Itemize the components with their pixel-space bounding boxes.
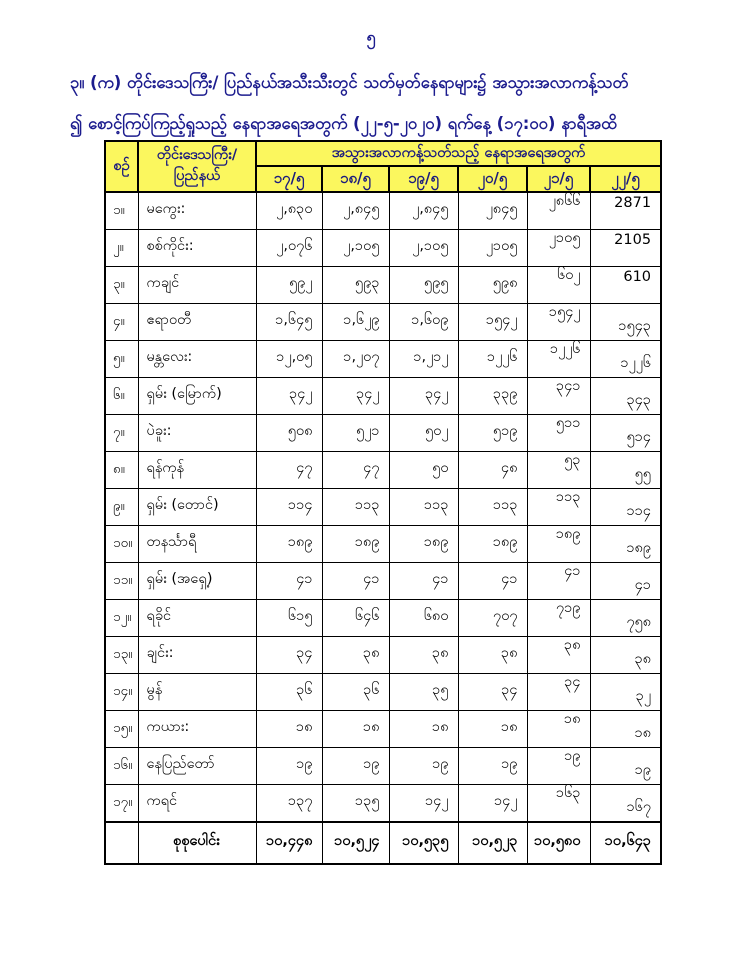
- count-cell: [458, 303, 527, 340]
- count-value: ၄၇: [296, 460, 313, 477]
- table-row: [105, 488, 661, 525]
- count-cell: [256, 747, 322, 784]
- count-value: ၁၆၃: [556, 785, 581, 802]
- count-value: ၃၃၉: [493, 386, 518, 403]
- count-cell: [389, 636, 458, 673]
- count-cell: [590, 525, 661, 562]
- count-cell: [389, 525, 458, 562]
- count-value: ၅၀၈: [287, 423, 313, 440]
- col-header-date-3: ၁၉/၅: [389, 166, 458, 192]
- col-header-serial: စဉ်: [105, 141, 138, 192]
- count-cell: [527, 525, 590, 562]
- count-value: ၁၈: [432, 719, 449, 736]
- count-cell: [389, 340, 458, 377]
- count-value: ၁၁၃: [556, 489, 581, 506]
- count-cell: [322, 673, 389, 710]
- count-cell: [256, 192, 322, 230]
- count-value: ၁,၂၀၇: [343, 349, 380, 366]
- row-serial: ၇။: [105, 414, 138, 451]
- row-serial: ၁။: [105, 192, 138, 230]
- count-value: ၁၀,၅၃၅: [402, 833, 449, 850]
- count-cell: [322, 747, 389, 784]
- count-value: ၆၈၀: [423, 608, 449, 625]
- count-cell: [527, 673, 590, 710]
- count-cell: [458, 710, 527, 747]
- count-value: ၁၁၄: [288, 497, 313, 514]
- count-value: ၁၉: [634, 762, 652, 779]
- count-cell: [590, 377, 661, 414]
- table-row: [105, 784, 661, 822]
- count-value: ၁၄၂: [494, 793, 518, 810]
- total-label: စုစုပေါင်း: [138, 822, 256, 864]
- count-value: ၁၈: [564, 711, 581, 728]
- count-cell: [458, 229, 527, 266]
- count-cell: [590, 303, 661, 340]
- count-cell: [389, 710, 458, 747]
- count-cell: [322, 266, 389, 303]
- region-name: မွန်: [138, 673, 256, 710]
- row-serial: ၁၇။: [105, 784, 138, 822]
- count-cell: [458, 747, 527, 784]
- count-value: ၁၀,၄၄၈: [266, 833, 313, 850]
- count-value: ၃၄၂: [356, 386, 380, 403]
- count-cell: [527, 784, 590, 822]
- count-value: ၅၁၁: [556, 415, 581, 432]
- count-cell: [322, 636, 389, 673]
- count-cell: [458, 414, 527, 451]
- count-cell: [590, 192, 661, 230]
- count-cell: [256, 488, 322, 525]
- restricted-places-table-wrap: [104, 140, 662, 865]
- col-header-date-6: ၂၂/၅: [590, 166, 661, 192]
- table-row: [105, 377, 661, 414]
- count-cell: [590, 451, 661, 488]
- count-value: ၃၈: [501, 645, 518, 662]
- region-name: ဧရာဝတီ: [138, 303, 256, 340]
- count-value: ၁၉: [363, 756, 380, 773]
- count-value: ၁၀,၅၂၄: [334, 833, 380, 850]
- region-name: ရှမ်း (တောင်): [138, 488, 256, 525]
- count-value: ၃၄: [564, 674, 581, 691]
- total-row-empty-cell: [105, 822, 138, 864]
- total-count-cell: [256, 822, 322, 864]
- count-value: ၁၈၉: [354, 534, 380, 551]
- section-title: [70, 62, 676, 144]
- region-name: စစ်ကိုင်း:: [138, 229, 256, 266]
- count-cell: [527, 266, 590, 303]
- count-cell: [322, 599, 389, 636]
- region-name: မကွေး:: [138, 192, 256, 230]
- count-cell: [256, 562, 322, 599]
- count-value: ၅၀၂: [425, 423, 449, 440]
- count-cell: [256, 673, 322, 710]
- count-cell: [256, 340, 322, 377]
- count-value: ၅၃: [564, 452, 581, 469]
- count-value: ၁၈: [634, 725, 652, 742]
- count-value: ၃၄၁: [556, 378, 581, 395]
- region-name: ချင်း:: [138, 636, 256, 673]
- count-value: ၄၁: [634, 577, 652, 594]
- region-name: ကယား:: [138, 710, 256, 747]
- count-value: ၃၈: [564, 637, 581, 654]
- row-serial: ၁၀။: [105, 525, 138, 562]
- count-cell: [322, 562, 389, 599]
- count-value: ၅၉၂: [289, 275, 313, 292]
- count-value: ၄၇: [363, 460, 380, 477]
- count-cell: [527, 562, 590, 599]
- table-row: [105, 525, 661, 562]
- count-cell: [458, 525, 527, 562]
- count-cell: [590, 266, 661, 303]
- count-value: ၆၁၅: [288, 608, 313, 625]
- count-cell: [527, 229, 590, 266]
- count-cell: [256, 710, 322, 747]
- count-cell: [458, 340, 527, 377]
- row-serial: ၈။: [105, 451, 138, 488]
- count-cell: [590, 636, 661, 673]
- table-row: [105, 673, 661, 710]
- count-cell: [256, 303, 322, 340]
- count-value: ၅၉၈: [492, 275, 518, 292]
- count-cell: [322, 377, 389, 414]
- count-cell: [389, 303, 458, 340]
- row-serial: ၃။: [105, 266, 138, 303]
- count-cell: [389, 192, 458, 230]
- count-value: ၁၁၄: [626, 503, 652, 520]
- count-value: 2105: [614, 231, 652, 248]
- count-cell: [322, 340, 389, 377]
- count-cell: [527, 710, 590, 747]
- table-row: [105, 451, 661, 488]
- count-cell: [458, 192, 527, 230]
- count-value: ၅၂၁: [356, 423, 380, 440]
- count-cell: [590, 562, 661, 599]
- region-name: ကရင်: [138, 784, 256, 822]
- table-row: [105, 599, 661, 636]
- count-value: ၃၆: [296, 682, 313, 699]
- count-value: ၂၈၄၅: [485, 201, 518, 218]
- region-name: ရခိုင်: [138, 599, 256, 636]
- count-value: ၁၂၂၆: [486, 349, 518, 366]
- count-value: ၃၄: [501, 682, 518, 699]
- row-serial: ၄။: [105, 303, 138, 340]
- table-row: [105, 266, 661, 303]
- count-cell: [322, 229, 389, 266]
- count-cell: [527, 747, 590, 784]
- count-value: ၄၁: [564, 563, 581, 580]
- region-name: မန္တလေး:: [138, 340, 256, 377]
- count-value: ၄၈: [501, 460, 518, 477]
- count-value: ၅၉၅: [424, 275, 449, 292]
- count-cell: [256, 525, 322, 562]
- table-row: [105, 747, 661, 784]
- count-cell: [389, 599, 458, 636]
- count-value: ၃၄၂: [425, 386, 449, 403]
- count-cell: [322, 303, 389, 340]
- count-value: ၁,၂၁၂: [413, 349, 449, 366]
- count-value: ၃၄: [296, 645, 313, 662]
- count-value: ၅၁၉: [493, 423, 518, 440]
- col-header-date-1: ၁၇/၅: [256, 166, 322, 192]
- region-name: ရန်ကုန်: [138, 451, 256, 488]
- count-cell: [458, 488, 527, 525]
- section-title-line1: ၃။ (က) တိုင်းဒေသကြီး/ ပြည်နယ်အသီးသီးတွင် သတ်မှတ်နေရာများ၌ အသွားအလာကန့်သတ်: [70, 73, 629, 92]
- count-value: ၃၆: [363, 682, 380, 699]
- table-row: [105, 710, 661, 747]
- count-cell: [322, 414, 389, 451]
- row-serial: ၅။: [105, 340, 138, 377]
- count-value: ၁၈၉: [626, 540, 652, 557]
- count-value: ၃၅: [432, 682, 449, 699]
- col-header-date-5: ၂၁/၅: [527, 166, 590, 192]
- table-row: [105, 303, 661, 340]
- count-value: 2871: [614, 194, 652, 211]
- count-value: ၂,၈၄၅: [412, 201, 449, 218]
- count-value: ၇၁၉: [556, 600, 581, 617]
- count-cell: [322, 525, 389, 562]
- table-body: [105, 192, 661, 864]
- count-value: ၇၀၇: [493, 608, 518, 625]
- page-number: ၅: [366, 27, 376, 46]
- table-row: [105, 414, 661, 451]
- count-value: ၁၈၉: [555, 526, 581, 543]
- total-count-cell: [322, 822, 389, 864]
- total-row: [105, 822, 661, 864]
- total-count-cell: [590, 822, 661, 864]
- count-value: ၁၈၉: [492, 534, 518, 551]
- count-cell: [256, 451, 322, 488]
- count-cell: [389, 414, 458, 451]
- count-cell: [527, 192, 590, 230]
- count-value: ၁၉: [296, 756, 313, 773]
- count-value: ၆၄၆: [355, 608, 380, 625]
- count-cell: [389, 229, 458, 266]
- count-cell: [458, 673, 527, 710]
- row-serial: ၁၄။: [105, 673, 138, 710]
- count-cell: [527, 451, 590, 488]
- row-serial: ၂။: [105, 229, 138, 266]
- count-value: ၁၅၄၂: [548, 304, 581, 321]
- table-row: [105, 562, 661, 599]
- count-value: ၁၈၉: [423, 534, 449, 551]
- count-value: ၂၈၆၆: [548, 193, 581, 210]
- count-value: ၃၄၃: [626, 392, 652, 409]
- count-value: ၁၁၃: [355, 497, 380, 514]
- count-value: ၄၁: [501, 571, 518, 588]
- count-cell: [256, 599, 322, 636]
- count-cell: [389, 747, 458, 784]
- count-value: ၄၁: [363, 571, 380, 588]
- count-cell: [458, 266, 527, 303]
- count-cell: [389, 784, 458, 822]
- count-value: ၅၅: [634, 466, 652, 483]
- col-header-region-line2: ပြည်နယ်: [173, 168, 221, 185]
- count-value: ၁,၆၄၅: [275, 312, 313, 329]
- count-value: ၃၂: [635, 688, 652, 705]
- count-value: ၄၁: [296, 571, 313, 588]
- row-serial: ၁၆။: [105, 747, 138, 784]
- count-value: ၁၁၃: [493, 497, 518, 514]
- count-value: ၁,၆၂၉: [343, 312, 380, 329]
- count-value: ၇၅၈: [626, 614, 652, 631]
- count-cell: [389, 451, 458, 488]
- region-name: တနင်္သာရီ: [138, 525, 256, 562]
- count-cell: [322, 784, 389, 822]
- row-serial: ၆။: [105, 377, 138, 414]
- count-value: ၁၉: [432, 756, 449, 773]
- count-cell: [322, 710, 389, 747]
- count-cell: [256, 784, 322, 822]
- total-count-cell: [527, 822, 590, 864]
- count-value: ၃၈: [634, 651, 652, 668]
- count-cell: [389, 488, 458, 525]
- count-value: ၁၅၄၃: [618, 318, 652, 335]
- count-value: ၂၁၀၅: [548, 230, 581, 247]
- count-cell: [389, 377, 458, 414]
- count-value: ၂,၈၄၅: [343, 201, 380, 218]
- count-value: ၁၃၇: [288, 793, 313, 810]
- count-cell: [256, 414, 322, 451]
- count-cell: [527, 488, 590, 525]
- count-value: ၁၈: [296, 719, 313, 736]
- count-value: ၂,၁၀၅: [412, 238, 449, 255]
- count-value: 610: [623, 268, 652, 285]
- count-cell: [322, 488, 389, 525]
- table-row: [105, 636, 661, 673]
- count-value: ၁၆၇: [626, 799, 652, 816]
- count-value: ၅၁၄: [626, 429, 652, 446]
- count-value: ၁၂၂၆: [549, 341, 581, 358]
- count-cell: [256, 266, 322, 303]
- count-cell: [322, 451, 389, 488]
- count-cell: [590, 710, 661, 747]
- count-cell: [590, 229, 661, 266]
- count-cell: [389, 562, 458, 599]
- col-header-date-4: ၂၀/၅: [458, 166, 527, 192]
- count-value: ၃၈: [432, 645, 449, 662]
- col-header-date-2: ၁၈/၅: [322, 166, 389, 192]
- count-value: ၁၀,၆၄၃: [604, 833, 652, 850]
- region-name: နေပြည်တော်: [138, 747, 256, 784]
- count-value: ၁၈၉: [287, 534, 313, 551]
- count-cell: [256, 636, 322, 673]
- count-value: ၁,၆၀၉: [411, 312, 449, 329]
- count-cell: [458, 636, 527, 673]
- count-cell: [590, 784, 661, 822]
- count-value: ၅၀: [432, 460, 449, 477]
- row-serial: ၁၅။: [105, 710, 138, 747]
- count-cell: [590, 599, 661, 636]
- row-serial: ၉။: [105, 488, 138, 525]
- table-row: [105, 192, 661, 230]
- region-name: ပဲခူး:: [138, 414, 256, 451]
- count-cell: [590, 414, 661, 451]
- region-name: ရှမ်း (မြောက်): [138, 377, 256, 414]
- count-value: ၃၈: [363, 645, 380, 662]
- table-row: [105, 340, 661, 377]
- count-cell: [527, 636, 590, 673]
- count-cell: [527, 377, 590, 414]
- count-value: ၄၁: [432, 571, 449, 588]
- count-value: ၁၃၅: [355, 793, 380, 810]
- count-cell: [256, 229, 322, 266]
- count-value: ၂၁၀၅: [485, 238, 518, 255]
- row-serial: ၁၂။: [105, 599, 138, 636]
- count-value: ၂,၀၇၆: [276, 238, 313, 255]
- count-cell: [389, 266, 458, 303]
- count-cell: [527, 414, 590, 451]
- total-count-cell: [389, 822, 458, 864]
- count-cell: [322, 192, 389, 230]
- region-name: ကချင်: [138, 266, 256, 303]
- count-value: ၆၀၂: [557, 267, 581, 284]
- count-value: ၁၈: [501, 719, 518, 736]
- region-name: ရှမ်း (အရှေ့): [138, 562, 256, 599]
- section-title-line2: ၍ စောင့်ကြပ်ကြည့်ရှုသည့် နေရာအရေအတွက် (၂၂-၅-၂၀၂၀) ရက်နေ့ (၁၇:၀၀) နာရီအထိ: [70, 114, 618, 133]
- count-cell: [458, 377, 527, 414]
- count-value: ၂,၁၀၅: [343, 238, 380, 255]
- col-header-region-line1: တိုင်းဒေသကြီး/: [156, 147, 238, 164]
- count-value: ၁၀,၅၂၃: [472, 833, 518, 850]
- count-value: ၁၅၄၂: [485, 312, 518, 329]
- count-cell: [256, 377, 322, 414]
- count-cell: [458, 599, 527, 636]
- count-value: ၁၈: [363, 719, 380, 736]
- count-cell: [590, 673, 661, 710]
- count-cell: [527, 303, 590, 340]
- count-value: ၁၉: [501, 756, 518, 773]
- count-value: ၁၂,၀၅: [276, 349, 313, 366]
- count-cell: [590, 747, 661, 784]
- count-value: ၃၄၂: [289, 386, 313, 403]
- count-value: ၁၂၂၆: [620, 355, 652, 372]
- count-value: ၁၉: [564, 748, 581, 765]
- count-value: ၅၉၃: [355, 275, 380, 292]
- row-serial: ၁၃။: [105, 636, 138, 673]
- count-cell: [590, 340, 661, 377]
- col-header-group: အသွားအလာကန့်သတ်သည့် နေရာအရေအတွက်: [256, 141, 661, 166]
- table-row: [105, 229, 661, 266]
- count-cell: [458, 784, 527, 822]
- count-value: ၁၀,၅၈၀: [534, 833, 581, 850]
- count-value: ၁၁၃: [424, 497, 449, 514]
- count-cell: [458, 562, 527, 599]
- count-value: ၂,၈၃၀: [276, 201, 313, 218]
- count-cell: [527, 340, 590, 377]
- count-cell: [527, 599, 590, 636]
- col-header-region: [138, 141, 256, 192]
- row-serial: ၁၁။: [105, 562, 138, 599]
- count-cell: [389, 673, 458, 710]
- count-value: ၁၄၂: [425, 793, 449, 810]
- count-cell: [590, 488, 661, 525]
- total-count-cell: [458, 822, 527, 864]
- count-cell: [458, 451, 527, 488]
- restricted-places-table: [104, 140, 662, 865]
